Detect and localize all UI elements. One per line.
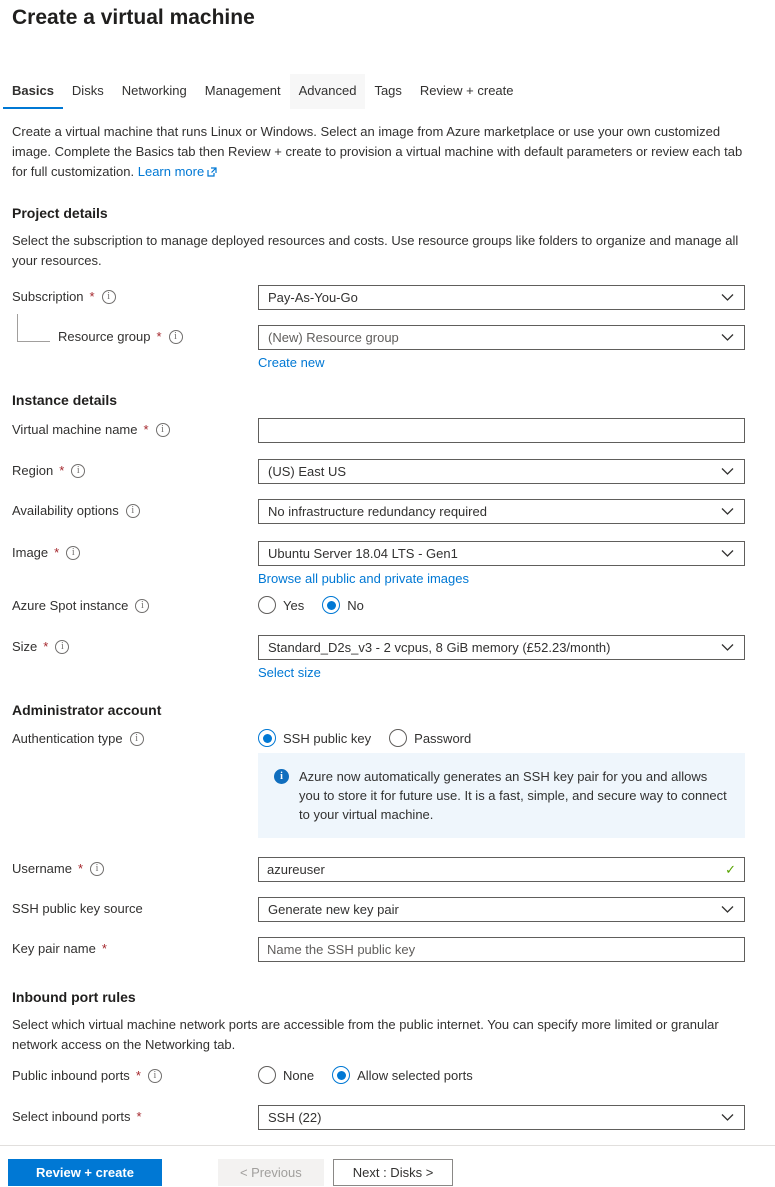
region-row	[12, 459, 775, 484]
info-icon[interactable]	[148, 1069, 162, 1083]
vm-name-row	[12, 418, 775, 443]
radio-icon	[322, 596, 340, 614]
chevron-down-icon	[721, 464, 734, 479]
public-inbound-ports-radio-allow[interactable]	[332, 1066, 473, 1084]
username-label: Username	[12, 861, 72, 876]
project-details-description: Select the subscription to manage deployed resources and costs. Use resource groups like folders to organize and manage all your resources.	[12, 233, 739, 268]
required-asterisk: *	[54, 545, 60, 560]
info-icon[interactable]	[66, 546, 80, 560]
required-asterisk: *	[143, 422, 149, 437]
radio-icon	[258, 729, 276, 747]
region-label: Region	[12, 463, 54, 478]
auth-type-label: Authentication type	[12, 731, 123, 746]
chevron-down-icon	[721, 902, 734, 917]
key-pair-name-label: Key pair name	[12, 941, 96, 956]
tab-bar	[12, 74, 775, 109]
image-value: Ubuntu Server 18.04 LTS - Gen1	[268, 546, 458, 561]
azure-spot-radio-group	[258, 594, 745, 614]
external-link-icon	[207, 163, 217, 183]
azure-spot-row	[12, 594, 775, 614]
auth-type-password-label: Password	[414, 730, 472, 746]
size-label: Size	[12, 639, 38, 654]
auth-type-radio-password[interactable]	[389, 729, 471, 747]
info-icon[interactable]	[102, 290, 116, 304]
tab-tags[interactable]: Tags	[374, 83, 402, 98]
tab-advanced[interactable]: Advanced	[290, 74, 366, 109]
availability-options-dropdown[interactable]	[258, 499, 745, 524]
info-icon[interactable]	[156, 423, 170, 437]
instance-details-heading: Instance details	[12, 392, 118, 408]
create-vm-page	[0, 6, 775, 1186]
public-inbound-ports-row	[12, 1064, 775, 1084]
subscription-dropdown[interactable]	[258, 285, 745, 310]
subscription-row	[12, 285, 775, 310]
create-new-link[interactable]: Create new	[258, 355, 325, 370]
valid-checkmark-icon: ✓	[725, 862, 736, 877]
public-inbound-ports-radio-none[interactable]	[258, 1066, 314, 1084]
auth-type-radio-group	[258, 727, 745, 747]
required-asterisk: *	[135, 1068, 141, 1083]
info-icon[interactable]	[135, 599, 149, 613]
tab-networking[interactable]: Networking	[121, 83, 187, 98]
username-input[interactable]	[258, 857, 745, 882]
chevron-down-icon	[721, 290, 734, 305]
public-inbound-ports-radio-group	[258, 1064, 745, 1084]
public-inbound-ports-allow-label: Allow selected ports	[357, 1067, 473, 1083]
chevron-down-icon	[721, 1110, 734, 1125]
tab-basics[interactable]: Basics	[3, 74, 63, 109]
ssh-key-source-value: Generate new key pair	[268, 902, 399, 917]
public-inbound-ports-label: Public inbound ports	[12, 1068, 130, 1083]
resource-group-row	[12, 325, 775, 370]
azure-spot-no-label: No	[347, 597, 364, 613]
chevron-down-icon	[721, 330, 734, 345]
select-inbound-ports-dropdown[interactable]	[258, 1105, 745, 1130]
availability-options-row	[12, 499, 775, 524]
previous-button[interactable]: < Previous	[218, 1159, 324, 1186]
next-disks-button[interactable]: Next : Disks >	[333, 1159, 454, 1186]
required-asterisk: *	[156, 329, 162, 344]
administrator-account-heading: Administrator account	[12, 702, 162, 718]
inbound-port-rules-heading: Inbound port rules	[12, 989, 136, 1005]
info-icon[interactable]	[90, 862, 104, 876]
azure-spot-label: Azure Spot instance	[12, 598, 129, 613]
ssh-info-banner-row	[12, 753, 775, 838]
radio-icon	[258, 1066, 276, 1084]
required-asterisk: *	[77, 861, 84, 876]
subscription-value: Pay-As-You-Go	[268, 290, 358, 305]
region-value: (US) East US	[268, 464, 347, 479]
vm-name-input[interactable]	[258, 418, 745, 443]
image-row	[12, 541, 775, 586]
chevron-down-icon	[721, 504, 734, 519]
required-asterisk: *	[89, 289, 95, 304]
ssh-key-source-row	[12, 897, 775, 922]
select-inbound-ports-label: Select inbound ports	[12, 1109, 131, 1124]
chevron-down-icon	[721, 546, 734, 561]
auth-type-radio-ssh[interactable]	[258, 729, 371, 747]
browse-images-link[interactable]: Browse all public and private images	[258, 571, 469, 586]
key-pair-name-input[interactable]	[258, 937, 745, 962]
size-row	[12, 635, 775, 680]
intro-text-body: Create a virtual machine that runs Linux or Windows. Select an image from Azure marketplace or use your own customized image. Complete the Basics tab then Review + create to provision a virtual machine with default parameters or review each tab for full customization.	[12, 124, 743, 179]
intro-text	[12, 122, 760, 183]
ssh-key-source-label: SSH public key source	[12, 901, 143, 916]
tab-review-create[interactable]: Review + create	[419, 83, 514, 98]
radio-icon	[389, 729, 407, 747]
availability-options-value: No infrastructure redundancy required	[268, 504, 487, 519]
chevron-down-icon	[721, 640, 734, 655]
resource-group-value: (New) Resource group	[268, 330, 399, 345]
size-dropdown[interactable]	[258, 635, 745, 660]
azure-spot-yes-label: Yes	[283, 597, 305, 613]
size-value: Standard_D2s_v3 - 2 vcpus, 8 GiB memory (£52.23/month)	[268, 640, 611, 655]
subscription-label: Subscription	[12, 289, 84, 304]
info-icon[interactable]	[126, 504, 140, 518]
radio-icon	[332, 1066, 350, 1084]
ssh-info-message: Azure now automatically generates an SSH key pair for you and allows you to store it for future use. It is a fast, simple, and secure way to connect to your virtual machine.	[299, 769, 727, 822]
select-size-link[interactable]: Select size	[258, 665, 321, 680]
radio-icon	[258, 596, 276, 614]
required-asterisk: *	[136, 1109, 142, 1124]
username-row	[12, 857, 775, 882]
resource-group-tree-connector	[17, 314, 50, 342]
azure-spot-radio-no[interactable]	[322, 596, 364, 614]
info-icon[interactable]	[169, 330, 183, 344]
required-asterisk: *	[59, 463, 65, 478]
learn-more-label: Learn more	[137, 164, 205, 179]
region-dropdown[interactable]	[258, 459, 745, 484]
footer-bar	[0, 1145, 775, 1186]
select-inbound-ports-row	[12, 1105, 775, 1130]
image-label: Image	[12, 545, 49, 560]
public-inbound-ports-none-label: None	[283, 1067, 315, 1083]
required-asterisk: *	[101, 941, 107, 956]
image-dropdown[interactable]	[258, 541, 745, 566]
inbound-port-rules-description: Select which virtual machine network ports are accessible from the public internet. You can specify more limited or granular network access on the Networking tab.	[12, 1017, 719, 1052]
ssh-info-banner	[258, 753, 745, 838]
info-icon[interactable]	[71, 464, 85, 478]
azure-spot-radio-yes[interactable]	[258, 596, 304, 614]
resource-group-label: Resource group	[58, 329, 151, 344]
review-create-button[interactable]: Review + create	[8, 1159, 162, 1186]
availability-options-label: Availability options	[12, 503, 119, 518]
auth-type-row	[12, 727, 775, 747]
auth-type-ssh-label: SSH public key	[283, 730, 372, 746]
select-inbound-ports-value: SSH (22)	[268, 1110, 322, 1125]
required-asterisk: *	[43, 639, 49, 654]
tab-management[interactable]: Management	[204, 83, 281, 98]
info-icon[interactable]	[55, 640, 69, 654]
info-icon[interactable]	[130, 732, 144, 746]
project-details-heading: Project details	[12, 205, 108, 221]
resource-group-dropdown[interactable]	[258, 325, 745, 350]
key-pair-name-row	[12, 937, 775, 962]
info-filled-icon: i	[274, 769, 289, 784]
tab-disks[interactable]: Disks	[71, 83, 104, 98]
ssh-key-source-dropdown[interactable]	[258, 897, 745, 922]
page-title: Create a virtual machine	[12, 6, 255, 29]
vm-name-label: Virtual machine name	[12, 422, 138, 437]
learn-more-link[interactable]	[138, 164, 217, 179]
